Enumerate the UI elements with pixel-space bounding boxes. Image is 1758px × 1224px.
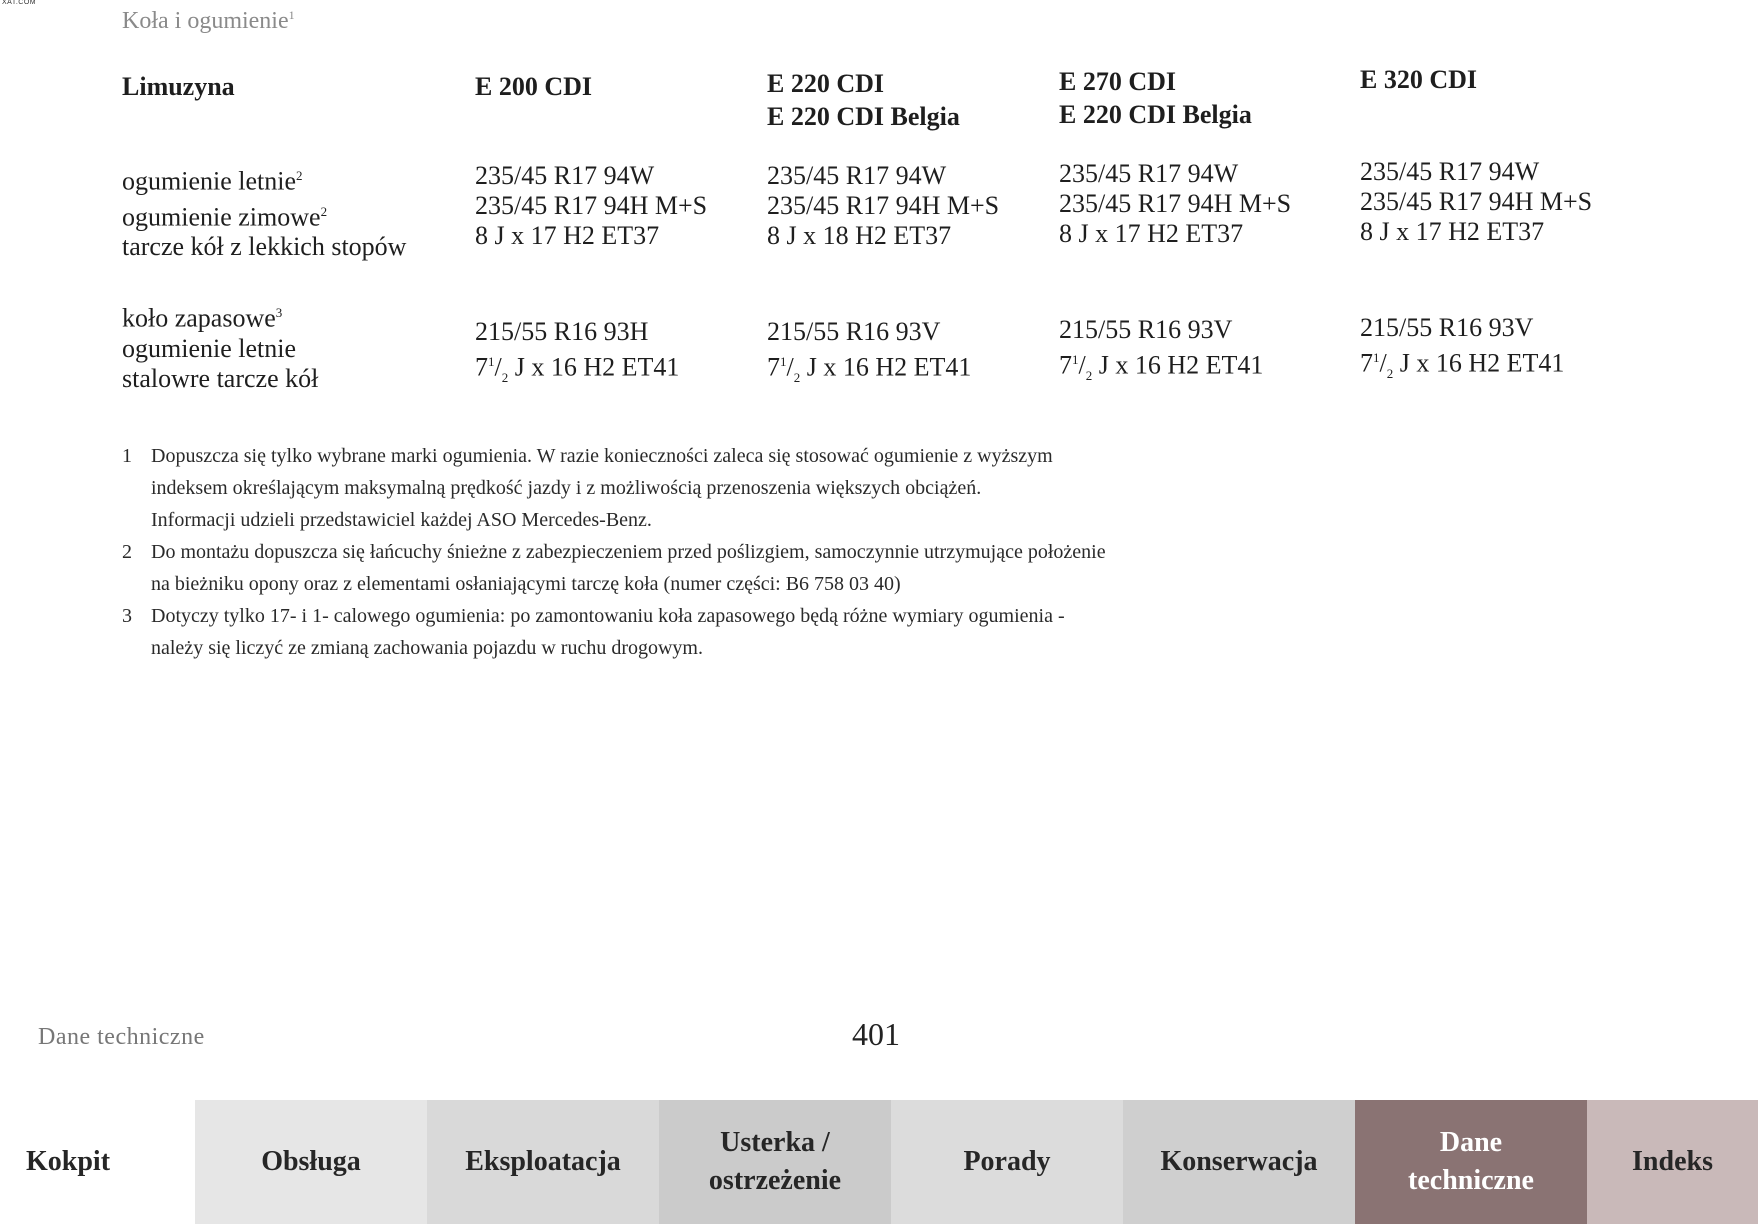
label-summer-text: ogumienie letnie <box>122 166 297 196</box>
footer-section-name: Dane techniczne <box>38 1024 205 1050</box>
rim-width-denominator: 2 <box>501 369 509 385</box>
winter-tire-value: 235/45 R17 94H M+S <box>767 191 1000 220</box>
alloy-rim-value: 8 J x 18 H2 ET37 <box>767 221 952 250</box>
watermark: XAT.COM <box>2 0 37 6</box>
rim-spec: J x 16 H2 ET41 <box>1092 350 1264 380</box>
label-steel-rim-text: stalowre tarcze kół <box>122 363 319 393</box>
summer-tire-value: 235/45 R17 94W <box>1360 157 1540 186</box>
footnote <box>122 440 1372 536</box>
spare-tire-value: 215/55 R16 93V <box>767 317 941 346</box>
nav-tab-label: Kokpit <box>26 1146 111 1177</box>
nav-tab-label: Dane <box>1439 1127 1503 1158</box>
rim-width-denominator: 2 <box>1085 367 1093 383</box>
footnote-number: 3 <box>122 605 132 627</box>
footnote-line: Dopuszcza się tylko wybrane marki ogumienia. W razie konieczności zaleca się stosować ogumienie z wyższym <box>151 445 1053 467</box>
model-name: E 220 CDI <box>767 69 885 98</box>
summer-tire-value: 235/45 R17 94W <box>1059 159 1239 188</box>
rim-width-whole: 7 <box>1059 350 1072 380</box>
section-title <box>122 8 295 35</box>
footnote-text <box>151 600 1065 664</box>
model-column <box>1059 65 1359 391</box>
nav-tab-indeks[interactable] <box>1587 1100 1758 1224</box>
nav-tab-konserwacja[interactable] <box>1123 1100 1355 1224</box>
footnote-ref: 2 <box>296 168 303 183</box>
footnote-text <box>151 440 1053 536</box>
label-alloy <box>122 232 462 262</box>
rim-width-whole: 7 <box>767 352 780 382</box>
nav-tab-label-line2: techniczne <box>1408 1165 1534 1196</box>
footnote <box>122 536 1372 600</box>
row-header <box>122 70 462 103</box>
tire-labels <box>122 161 462 262</box>
rim-width-numerator: 1 <box>488 354 495 369</box>
model-column <box>475 70 775 393</box>
footnote-line: Do montażu dopuszcza się łańcuchy śnieżne z zabezpieczeniem przed poślizgiem, samoczynnie utrzymujące położenie <box>151 541 1106 563</box>
label-winter-text: ogumienie zimowe <box>122 202 321 232</box>
nav-tab-dane-techniczne[interactable] <box>1355 1100 1587 1224</box>
steel-rim-value: $7^1/_2$ J x 16 H2 ET41 <box>767 352 972 385</box>
footnote-number: 1 <box>122 445 132 467</box>
model-column <box>1360 63 1660 389</box>
alloy-rim-value: 8 J x 17 H2 ET37 <box>475 221 660 250</box>
summer-tire-value: 235/45 R17 94W <box>475 161 655 190</box>
model-name: E 270 CDI <box>1059 67 1177 96</box>
rim-spec: J x 16 H2 ET41 <box>1393 348 1565 378</box>
alloy-rim-value: 8 J x 17 H2 ET37 <box>1360 217 1545 246</box>
label-column <box>122 70 462 394</box>
nav-tab-label-line2: ostrzeżenie <box>708 1165 842 1196</box>
footnote-ref: 1 <box>288 8 295 22</box>
footnote-line: indeksem określającym maksymalną prędkość jazdy i z możliwością przenoszenia większych obciążeń. <box>151 477 982 499</box>
steel-rim-value: $7^1/_2$ J x 16 H2 ET41 <box>475 352 680 385</box>
model-header <box>1059 65 1359 131</box>
rim-width-denominator: 2 <box>1386 365 1394 381</box>
nav-tab-label: Porady <box>963 1146 1051 1177</box>
section-title-text: Koła i ogumienie <box>122 8 289 34</box>
label-winter <box>122 197 462 233</box>
model-header <box>1360 63 1660 129</box>
alloy-rim-value: 8 J x 17 H2 ET37 <box>1059 219 1244 248</box>
page-number: 401 <box>852 1016 900 1052</box>
footnote-line: należy się liczyć ze zmianą zachowania pojazdu w ruchu drogowym. <box>151 637 703 659</box>
footnote-text <box>151 536 1106 600</box>
model-name: E 320 CDI <box>1360 65 1478 94</box>
spare-tire-value: 215/55 R16 93V <box>1059 315 1233 344</box>
footnote <box>122 600 1372 664</box>
model-header <box>475 70 775 136</box>
model-variant: E 220 CDI Belgia <box>767 102 960 131</box>
summer-tire-value: 235/45 R17 94W <box>767 161 947 190</box>
label-steel-rim <box>122 364 462 394</box>
footnote-ref: 2 <box>320 203 328 219</box>
spare-tire-value: 215/55 R16 93V <box>1360 313 1534 342</box>
nav-tab-usterka[interactable] <box>659 1100 891 1224</box>
model-variant: E 220 CDI Belgia <box>1059 100 1252 129</box>
footnote-ref: 3 <box>275 305 283 321</box>
steel-rim-value: $7^1/_2$ J x 16 H2 ET41 <box>1360 348 1565 381</box>
spare-tire-value: 215/55 R16 93H <box>475 317 649 346</box>
nav-tab-label: Eksploatacja <box>465 1146 621 1177</box>
winter-tire-value: 235/45 R17 94H M+S <box>475 191 708 220</box>
footnote-line: Informacji udzieli przedstawiciel każdej ASO Mercedes-Benz. <box>151 509 652 531</box>
rim-width-whole: 7 <box>475 352 488 382</box>
winter-tire-value: 235/45 R17 94H M+S <box>1059 189 1292 218</box>
winter-tire-value: 235/45 R17 94H M+S <box>1360 187 1593 216</box>
nav-tab-porady[interactable] <box>891 1100 1123 1224</box>
chapter-nav <box>0 1100 1758 1224</box>
nav-tab-label: Indeks <box>1632 1146 1713 1177</box>
rim-spec: J x 16 H2 ET41 <box>800 352 972 382</box>
model-column <box>767 67 1067 393</box>
rim-width-whole: 7 <box>1360 348 1373 378</box>
rim-width-numerator: 1 <box>1072 352 1079 367</box>
row-header-text: Limuzyna <box>122 72 235 101</box>
rim-width-numerator: 1 <box>1373 350 1380 365</box>
footnote-line: Dotyczy tylko 17- i 1- calowego ogumienia: po zamontowaniu koła zapasowego będą różne wymiary ogumienia - <box>151 605 1065 627</box>
label-spare-tire <box>122 334 462 364</box>
spare-labels <box>122 298 462 394</box>
nav-tab-label: Obsługa <box>261 1146 361 1177</box>
footnotes <box>122 440 1372 664</box>
steel-rim-value: $7^1/_2$ J x 16 H2 ET41 <box>1059 350 1264 383</box>
rim-spec: J x 16 H2 ET41 <box>508 352 680 382</box>
nav-tab-obsluga[interactable] <box>195 1100 427 1224</box>
model-name: E 200 CDI <box>475 72 593 101</box>
label-summer <box>122 161 462 197</box>
footnote-line: na bieżniku opony oraz z elementami osłaniającymi tarczę koła (numer części: B6 758 03 40) <box>151 573 901 595</box>
label-spare-text: koło zapasowe <box>122 303 276 333</box>
nav-tab-label: Usterka / <box>720 1127 830 1158</box>
model-header <box>767 67 1067 133</box>
label-alloy-text: tarcze kół z lekkich stopów <box>122 232 407 262</box>
nav-tab-label: Konserwacja <box>1160 1146 1318 1177</box>
label-spare <box>122 298 462 334</box>
nav-tab-kokpit[interactable] <box>0 1100 195 1224</box>
label-spare-tire-text: ogumienie letnie <box>122 333 297 363</box>
nav-tab-eksploatacja[interactable] <box>427 1100 659 1224</box>
rim-width-numerator: 1 <box>780 354 787 369</box>
footnote-number: 2 <box>122 541 132 563</box>
rim-width-denominator: 2 <box>793 369 801 385</box>
